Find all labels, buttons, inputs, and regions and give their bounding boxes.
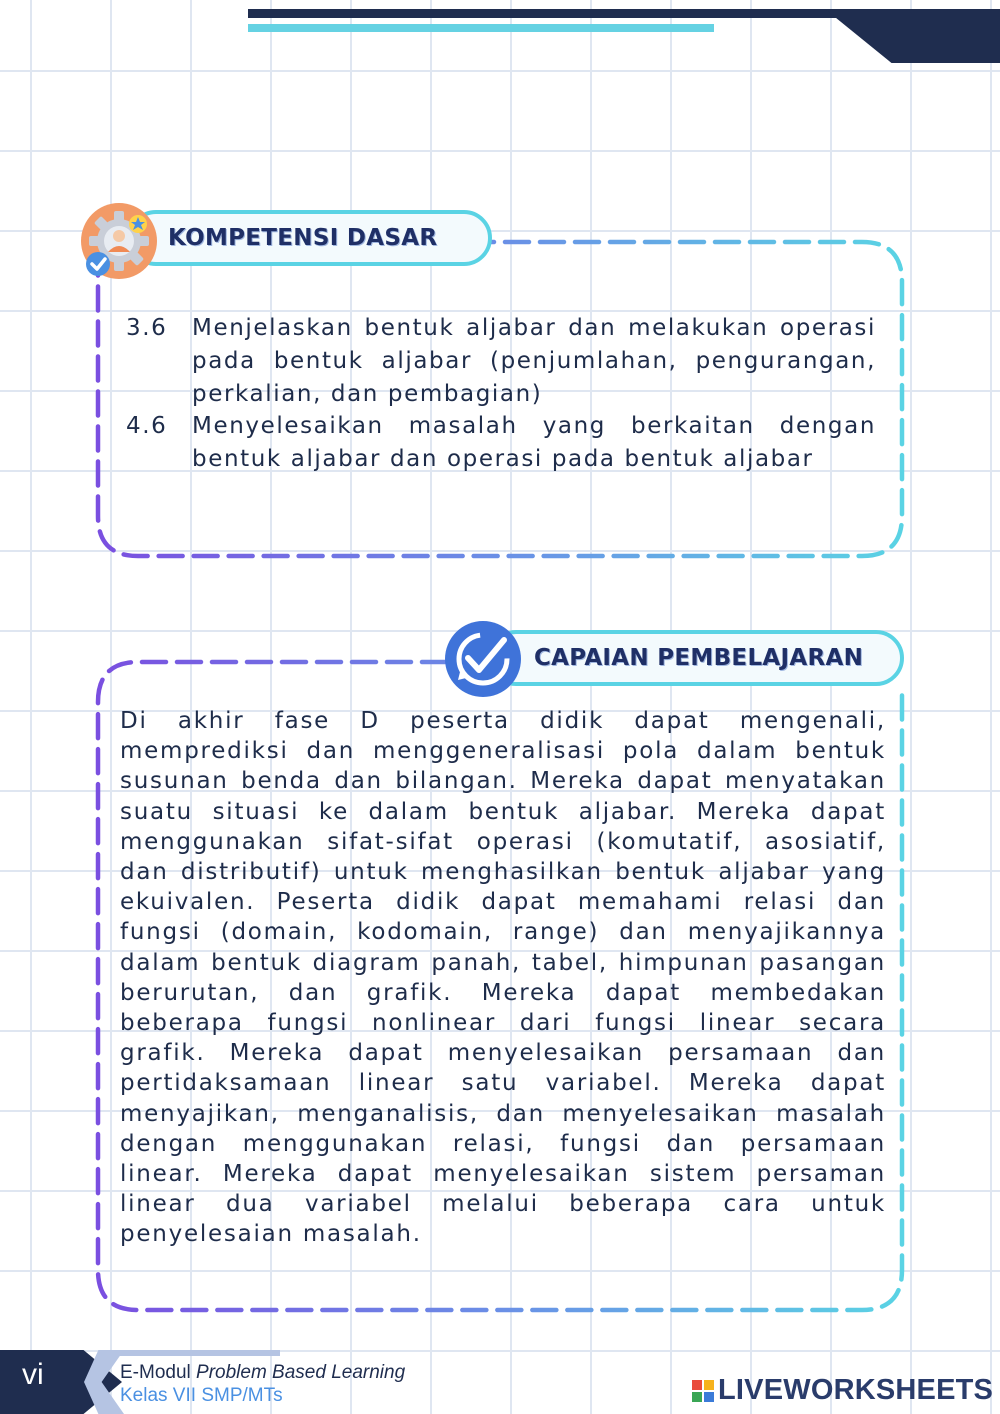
kd-item-number: 4.6 <box>126 413 168 439</box>
kd-item-text: Menyelesaikan masalah yang berkaitan dengan bentuk aljabar dan operasi pada bentuk aljabar <box>192 413 876 472</box>
footer-module-name: Problem Based Learning <box>196 1362 406 1383</box>
capaian-pembelajaran-text: Di akhir fase D peserta didik dapat mengenali, memprediksi dan menggeneralisasi pola dalam bentuk susunan benda dan bilangan. Mereka dapat menyatakan suatu situasi ke dalam bentuk aljabar. Mereka dapat menggunakan sifat-sifat operasi (komutatif, asosiatif, dan distributif) untuk menghasilkan bentuk aljabar yang ekuivalen. Peserta didik dapat memahami relasi dan fungsi (domain, kodomain, range) dan menyajikannya dalam bentuk diagram panah, tabel, himpunan pasangan berurutan, dan grafik. Mereka dapat membedakan beberapa fungsi nonlinear dari fungsi linear secara grafik. Mereka dapat menyelesaikan persamaan dan pertidaksamaan linear satu variabel. Mereka dapat menyajikan, menganalisis, dan menyelesaikan masalah dengan menggunakan relasi, fungsi dan persamaan linear. Mereka dapat menyelesaikan sistem persaman linear dua variabel melalui beberapa cara untuk penyelesaian masalah. <box>120 708 886 1248</box>
capaian-pembelajaran-title: CAPAIAN PEMBELAJARAN <box>488 630 904 686</box>
kd-item-text: Menjelaskan bentuk aljabar dan melakukan operasi pada bentuk aljabar (penjumlahan, pengurangan, perkalian, dan pembagian) <box>192 315 876 407</box>
footer-module-prefix: E-Modul <box>120 1362 197 1383</box>
check-circle-icon <box>444 620 522 698</box>
kompetensi-dasar-title: KOMPETENSI DASAR <box>128 210 492 266</box>
liveworksheets-logo-icon <box>692 1380 714 1402</box>
page-number: vi <box>22 1358 44 1391</box>
liveworksheets-text: LIVEWORKSHEETS <box>718 1374 994 1406</box>
footer-accent-line <box>118 1350 280 1356</box>
footer-class: Kelas VII SMP/MTs <box>120 1385 283 1406</box>
footer-module-title <box>120 1362 405 1384</box>
liveworksheets-logo[interactable] <box>692 1374 993 1407</box>
kd-item-number: 3.6 <box>126 315 168 341</box>
